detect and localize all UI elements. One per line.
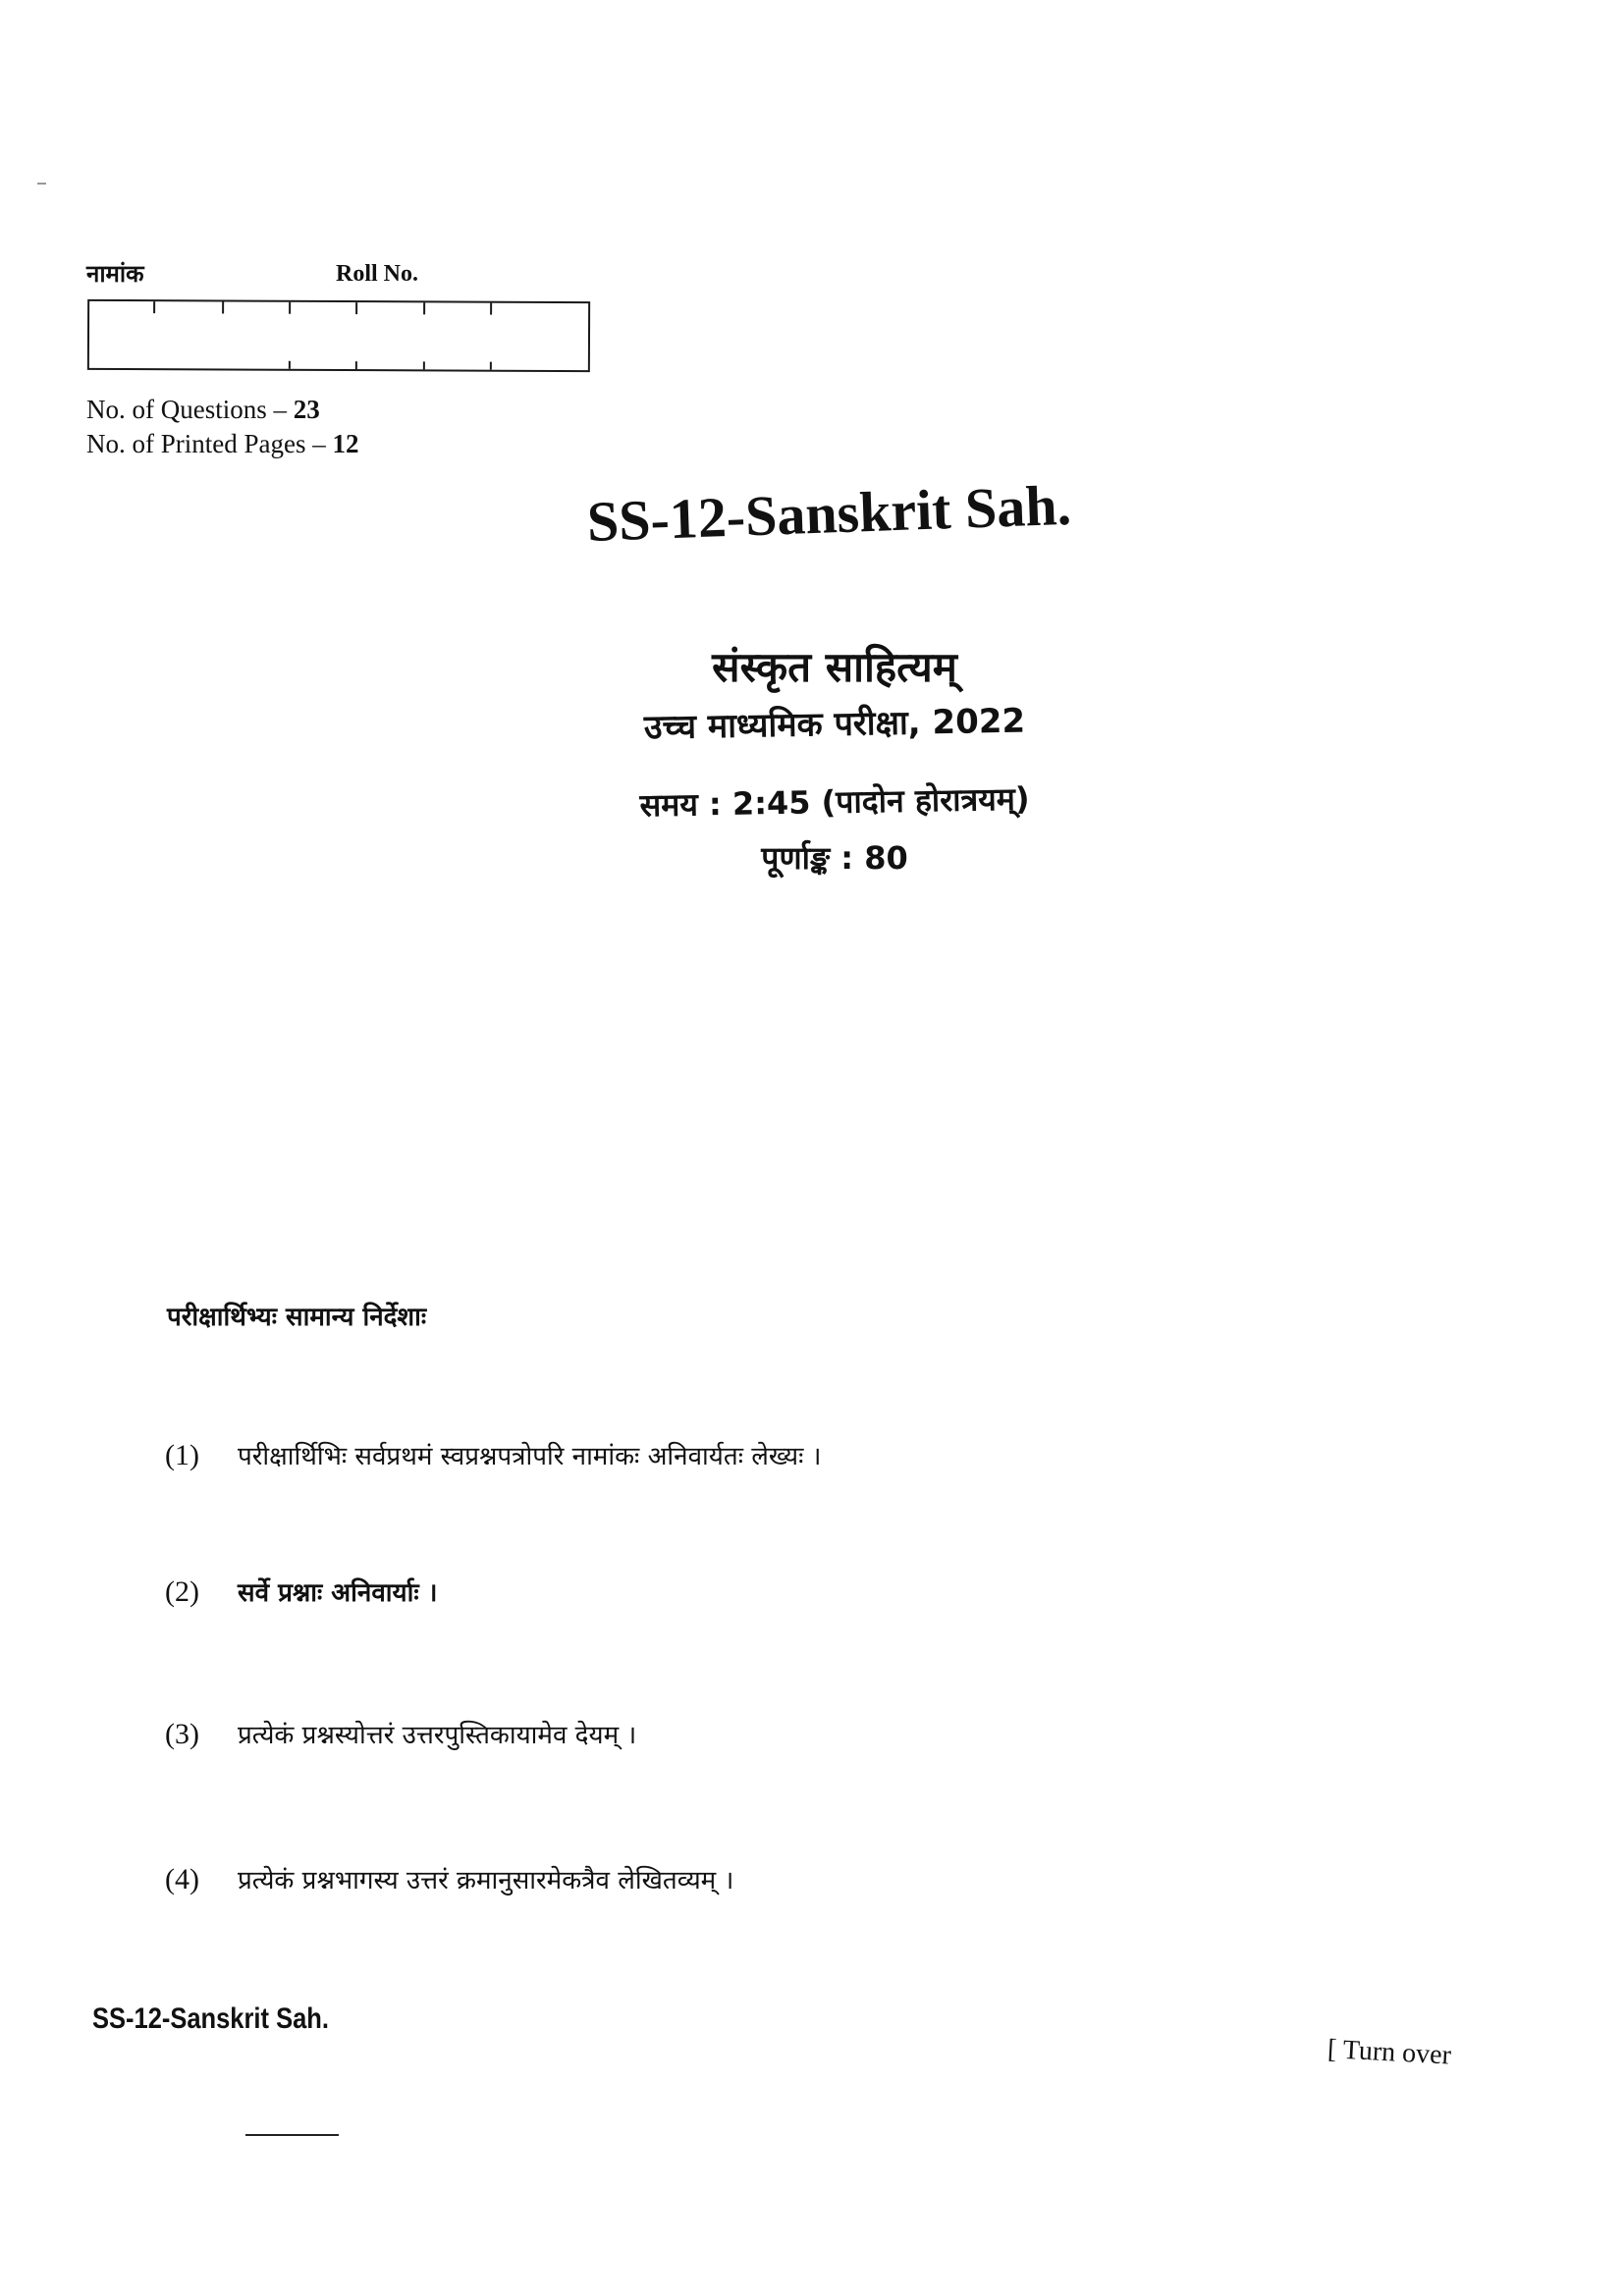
questions-count-line	[86, 395, 320, 425]
instruction-item	[165, 1861, 733, 1896]
roll-box-divider	[423, 361, 425, 369]
instruction-number: (3)	[165, 1718, 199, 1750]
footer-paper-code: SS-12-Sanskrit Sah.	[92, 2002, 329, 2035]
instruction-text: प्रत्येकं प्रश्नस्योत्तरं उत्तरपुस्तिकायामेव देयम् ।	[238, 1721, 637, 1750]
pages-label: No. of Printed Pages –	[86, 429, 333, 458]
instructions-heading: परीक्षार्थिभ्यः सामान्य निर्देशाः	[167, 1303, 427, 1332]
roll-box-divider	[289, 302, 291, 314]
max-marks: पूर्णाङ्क : 80	[761, 839, 908, 877]
printed-pages-line	[86, 429, 358, 459]
instruction-text: सर्वे प्रश्नाः अनिवार्याः ।	[238, 1578, 438, 1608]
instruction-item	[165, 1437, 822, 1472]
roll-label-english: Roll No.	[336, 261, 418, 287]
scan-mark	[37, 183, 46, 185]
exam-time: समय : 2:45 (पादोन होरात्रयम्)	[639, 779, 1030, 825]
instruction-item	[165, 1716, 636, 1751]
roll-box-divider	[490, 303, 492, 315]
roll-box-divider	[490, 362, 492, 370]
subject-title: संस्कृत साहित्यम्	[712, 643, 957, 691]
turn-over-note: [ Turn over	[1326, 2034, 1452, 2071]
roll-box-divider	[423, 302, 425, 314]
instruction-number: (4)	[165, 1863, 199, 1896]
instruction-text: परीक्षार्थिभिः सर्वप्रथमं स्वप्रश्नपत्रोपरि नामांकः अनिवार्यतः लेख्यः ।	[238, 1442, 822, 1471]
roll-box-divider	[355, 302, 357, 314]
roll-box-divider	[355, 361, 357, 369]
questions-count: 23	[293, 395, 320, 424]
instruction-number: (2)	[165, 1575, 199, 1608]
questions-label: No. of Questions –	[86, 395, 294, 424]
paper-code-title: SS-12-Sanskrit Sah.	[585, 472, 1073, 554]
instruction-text: प्रत्येकं प्रश्नभागस्य उत्तरं क्रमानुसारमेकत्रैव लेखितव्यम् ।	[238, 1866, 734, 1896]
exam-name: उच्च माध्यमिक परीक्षा, 2022	[643, 701, 1026, 748]
pages-count: 12	[332, 429, 359, 458]
roll-box-divider	[153, 301, 155, 313]
roll-box-divider	[222, 301, 224, 313]
roll-number-box[interactable]	[87, 299, 590, 372]
footer-rule	[245, 2134, 339, 2136]
roll-box-divider	[289, 361, 291, 369]
instruction-item	[165, 1574, 438, 1609]
roll-label-hindi: नामांक	[86, 260, 144, 288]
instruction-number: (1)	[165, 1439, 199, 1471]
